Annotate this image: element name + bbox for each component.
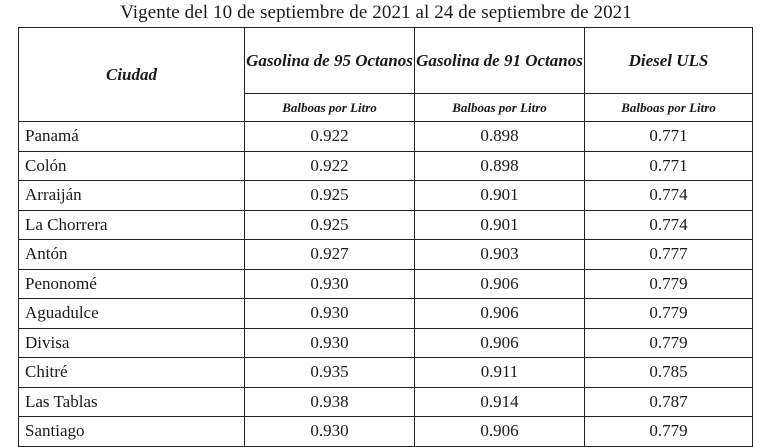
gasoline-95-price: 0.925 — [245, 210, 415, 240]
gasoline-95-price: 0.922 — [245, 151, 415, 181]
unit-gasoline-91: Balboas por Litro — [415, 94, 585, 122]
diesel-price: 0.771 — [585, 122, 753, 152]
diesel-price: 0.771 — [585, 151, 753, 181]
gasoline-91-price: 0.901 — [415, 181, 585, 211]
gasoline-91-price: 0.906 — [415, 417, 585, 447]
city-cell: Santiago — [19, 417, 245, 447]
fuel-price-table — [18, 27, 753, 447]
header-diesel: Diesel ULS — [585, 28, 753, 94]
unit-gasoline-95: Balboas por Litro — [245, 94, 415, 122]
gasoline-95-price: 0.930 — [245, 417, 415, 447]
table-row — [19, 417, 753, 447]
diesel-price: 0.779 — [585, 269, 753, 299]
diesel-price: 0.785 — [585, 358, 753, 388]
table-row — [19, 181, 753, 211]
table-row — [19, 210, 753, 240]
gasoline-91-price: 0.903 — [415, 240, 585, 270]
gasoline-91-price: 0.906 — [415, 299, 585, 329]
diesel-price: 0.774 — [585, 210, 753, 240]
city-cell: La Chorrera — [19, 210, 245, 240]
gasoline-91-price: 0.906 — [415, 328, 585, 358]
city-cell: Aguadulce — [19, 299, 245, 329]
diesel-price: 0.779 — [585, 299, 753, 329]
diesel-price: 0.779 — [585, 417, 753, 447]
table-row — [19, 328, 753, 358]
gasoline-95-price: 0.935 — [245, 358, 415, 388]
city-cell: Antón — [19, 240, 245, 270]
validity-period: Vigente del 10 de septiembre de 2021 al 24 de septiembre de 2021 — [120, 2, 632, 23]
header-row — [19, 28, 753, 94]
price-rows — [19, 122, 753, 447]
gasoline-95-price: 0.938 — [245, 387, 415, 417]
diesel-price: 0.774 — [585, 181, 753, 211]
table-row — [19, 122, 753, 152]
city-cell: Colón — [19, 151, 245, 181]
gasoline-95-price: 0.930 — [245, 299, 415, 329]
diesel-price: 0.779 — [585, 328, 753, 358]
gasoline-95-price: 0.930 — [245, 269, 415, 299]
gasoline-95-price: 0.930 — [245, 328, 415, 358]
city-cell: Las Tablas — [19, 387, 245, 417]
table-row — [19, 151, 753, 181]
city-cell: Chitré — [19, 358, 245, 388]
diesel-price: 0.787 — [585, 387, 753, 417]
city-cell: Divisa — [19, 328, 245, 358]
gasoline-91-price: 0.911 — [415, 358, 585, 388]
gasoline-91-price: 0.906 — [415, 269, 585, 299]
header-city: Ciudad — [19, 28, 245, 122]
table-row — [19, 299, 753, 329]
table-row — [19, 240, 753, 270]
gasoline-91-price: 0.898 — [415, 151, 585, 181]
unit-diesel: Balboas por Litro — [585, 94, 753, 122]
gasoline-95-price: 0.922 — [245, 122, 415, 152]
table-row — [19, 358, 753, 388]
city-cell: Arraiján — [19, 181, 245, 211]
header-gasoline-95: Gasolina de 95 Octanos — [245, 28, 415, 94]
gasoline-95-price: 0.925 — [245, 181, 415, 211]
city-cell: Panamá — [19, 122, 245, 152]
gasoline-95-price: 0.927 — [245, 240, 415, 270]
gasoline-91-price: 0.914 — [415, 387, 585, 417]
city-cell: Penonomé — [19, 269, 245, 299]
gasoline-91-price: 0.901 — [415, 210, 585, 240]
table-row — [19, 387, 753, 417]
diesel-price: 0.777 — [585, 240, 753, 270]
header-gasoline-91: Gasolina de 91 Octanos — [415, 28, 585, 94]
table-row — [19, 269, 753, 299]
gasoline-91-price: 0.898 — [415, 122, 585, 152]
